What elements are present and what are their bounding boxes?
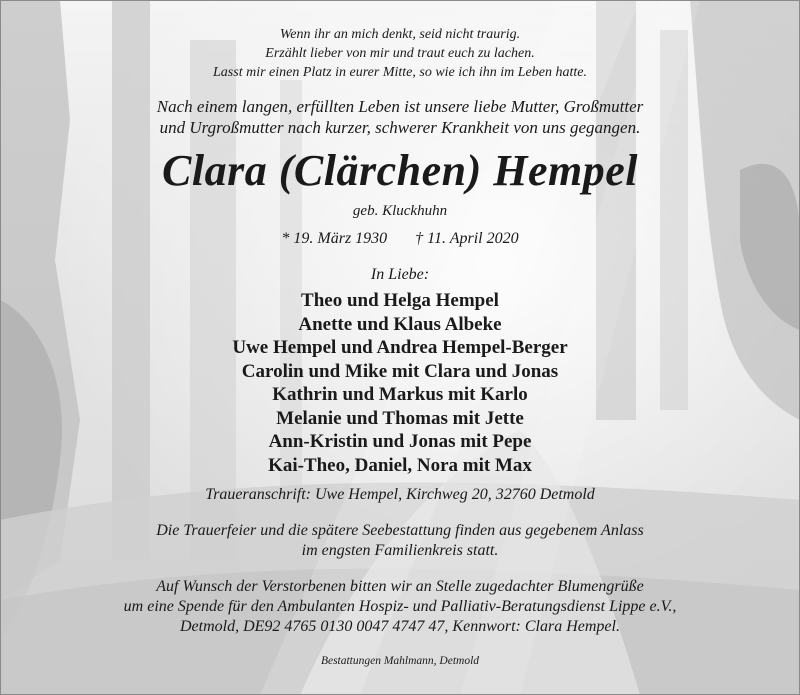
mourner-name: Theo und Helga Hempel	[301, 290, 499, 311]
mourner-name: Ann-Kristin und Jonas mit Pepe	[268, 431, 532, 452]
deceased-name: Clara (Clärchen) Hempel	[162, 146, 638, 195]
mourner-name: Carolin und Mike mit Clara und Jonas	[241, 360, 559, 382]
mourner-name: Melanie und Thomas mit Jette	[276, 407, 524, 429]
poem-line: Wenn ihr an mich denkt, seid nicht traurig.	[279, 27, 521, 42]
birth-date: * 19. März 1930	[281, 230, 388, 247]
poem-line: Lasst mir einen Platz in eurer Mitte, so wie ich ihn im Leben hatte.	[213, 65, 587, 80]
intro-line: und Urgroßmutter nach kurzer, schwerer Krankheit von uns gegangen.	[159, 118, 641, 137]
poem-line: Erzählt lieber von mir und traut euch zu lachen.	[265, 46, 535, 61]
mourner-name: Kathrin und Markus mit Karlo	[272, 384, 528, 405]
funeral-info-line: im engsten Familienkreis statt.	[301, 542, 499, 559]
mourner-name: Anette und Klaus Albeke	[298, 313, 502, 335]
mourner-name: Uwe Hempel und Andrea Hempel-Berger	[232, 337, 568, 358]
funeral-info-line: Die Trauerfeier und die spätere Seebestattung finden aus gegebenem Anlass	[156, 522, 644, 539]
donation-info-line: Auf Wunsch der Verstorbenen bitten wir an Stelle zugedachter Blumengrüße	[156, 578, 644, 595]
undertaker-credit: Bestattungen Mahlmann, Detmold	[320, 655, 480, 667]
birth-name: geb. Kluckhuhn	[352, 203, 448, 219]
mourning-address: Traueranschrift: Uwe Hempel, Kirchweg 20, 32760 Detmold	[205, 486, 595, 503]
in-love-label: In Liebe:	[370, 266, 430, 283]
donation-info-line: um eine Spende für den Ambulanten Hospiz- und Palliativ-Beratungsdienst Lippe e.V.,	[123, 598, 677, 615]
death-date: † 11. April 2020	[415, 230, 519, 247]
donation-info-line: Detmold, DE92 4765 0130 0047 4747 47, Kennwort: Clara Hempel.	[180, 618, 620, 635]
life-dates	[0, 230, 800, 248]
mourner-name: Kai-Theo, Daniel, Nora mit Max	[268, 454, 532, 476]
intro-line: Nach einem langen, erfüllten Leben ist unsere liebe Mutter, Großmutter	[156, 97, 644, 116]
